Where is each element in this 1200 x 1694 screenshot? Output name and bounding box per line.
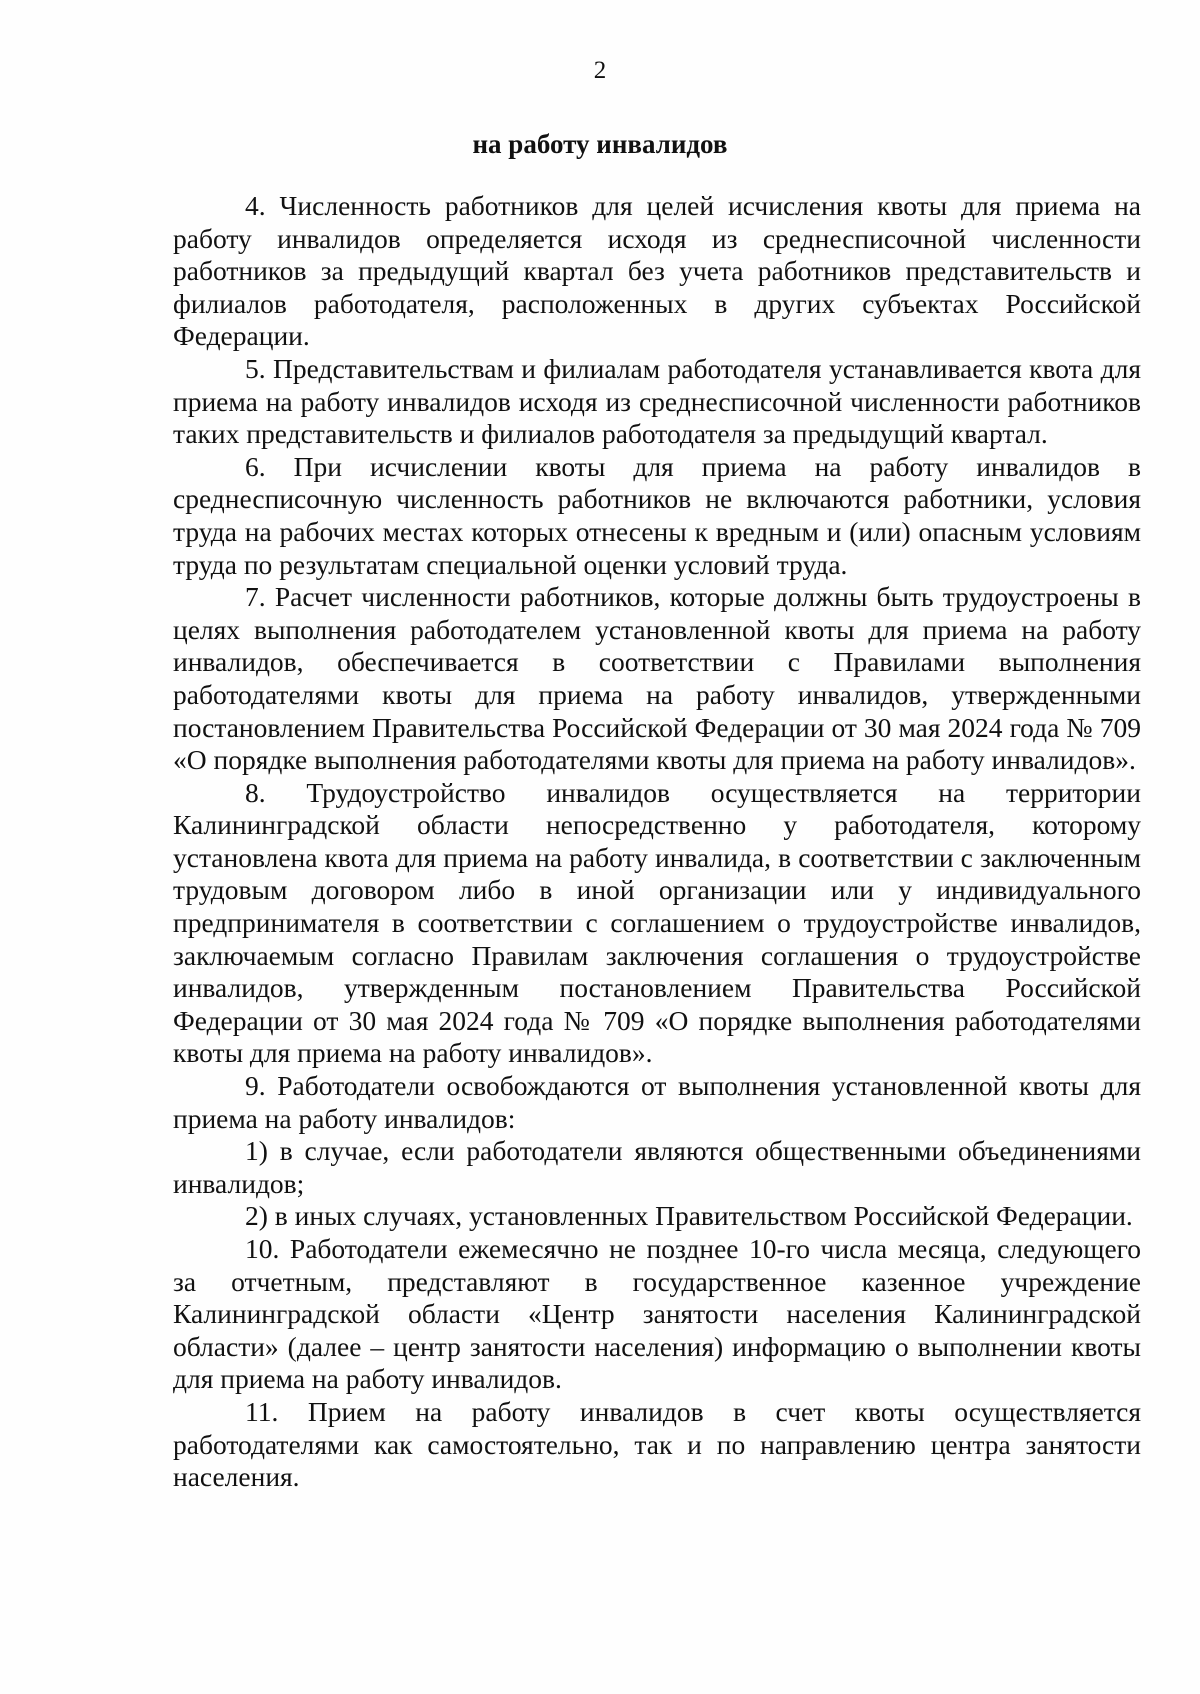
paragraph-10: 10. Работодатели ежемесячно не позднее 10-го числа месяца, следующего за отчетным, представляют в государственное казенное учреждение Калининградской области «Центр занятости населения Калининградской области» (далее – центр занятости населения) информацию о выполнении квоты для приема на работу инвалидов. (173, 1233, 1141, 1395)
paragraph-4: 4. Численность работников для целей исчисления квоты для приема на работу инвалидов определяется исходя из среднесписочной численности работников за предыдущий квартал без учета работников представительств и филиалов работодателя, расположенных в других субъектах Российской Федерации. (173, 190, 1141, 352)
page-number: 2 (593, 57, 607, 84)
section-heading: на работу инвалидов (472, 129, 728, 159)
paragraph-9: 9. Работодатели освобождаются от выполнения установленной квоты для приема на работу инвалидов: (173, 1070, 1141, 1134)
paragraph-9-item-2: 2) в иных случаях, установленных Правительством Российской Федерации. (245, 1200, 1133, 1232)
paragraph-9-item-1: 1) в случае, если работодатели являются общественными объединениями инвалидов; (173, 1135, 1141, 1199)
paragraph-7: 7. Расчет численности работников, которые должны быть трудоустроены в целях выполнения работодателем установленной квоты для приема на работу инвалидов, обеспечивается в соответствии с Правилами выполнения работодателями квоты для приема на работу инвалидов, утвержденными постановлением Правительства Российской Федерации от 30 мая 2024 года № 709 «О порядке выполнения работодателями квоты для приема на работу инвалидов». (173, 581, 1141, 776)
paragraph-6: 6. При исчислении квоты для приема на работу инвалидов в среднесписочную численность работников не включаются работники, условия труда на рабочих местах которых отнесены к вредным и (или) опасным условиям труда по результатам специальной оценки условий труда. (173, 450, 1141, 580)
paragraph-8: 8. Трудоустройство инвалидов осуществляется на территории Калининградской области непосредственно у работодателя, которому установлена квота для приема на работу инвалида, в соответствии с заключенным трудовым договором либо в иной организации или у индивидуального предпринимателя в соответствии с соглашением о трудоустройстве инвалидов, заключаемым согласно Правилам заключения соглашения о трудоустройстве инвалидов, утвержденным постановлением Правительства Российской Федерации от 30 мая 2024 года № 709 «О порядке выполнения работодателями квоты для приема на работу инвалидов». (173, 776, 1141, 1069)
paragraph-11: 11. Прием на работу инвалидов в счет квоты осуществляется работодателями как самостоятельно, так и по направлению центра занятости населения. (173, 1395, 1141, 1493)
paragraph-5: 5. Представительствам и филиалам работодателя устанавливается квота для приема на работу инвалидов исходя из среднесписочной численности работников таких представительств и филиалов работодателя за предыдущий квартал. (173, 352, 1141, 450)
document-body (173, 190, 1141, 1494)
